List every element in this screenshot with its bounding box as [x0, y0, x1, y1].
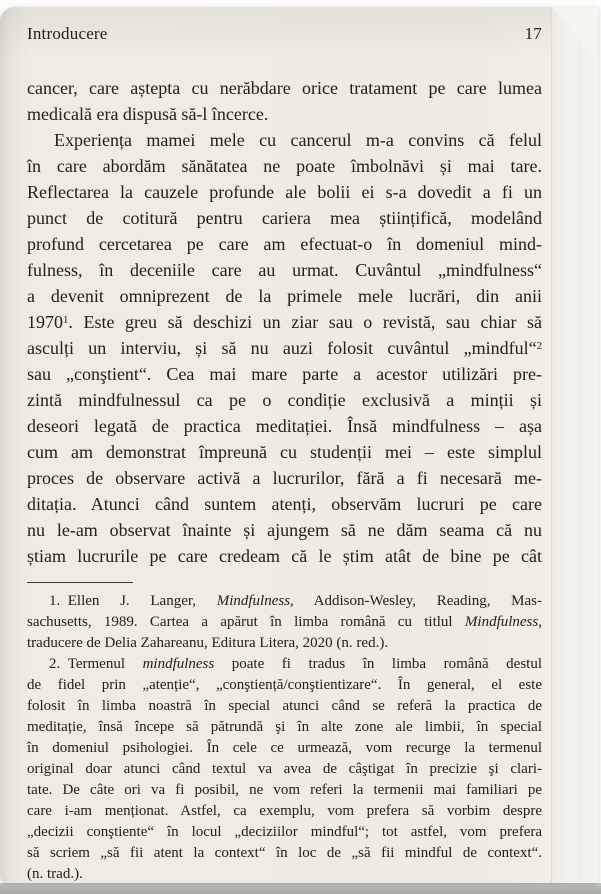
body-paragraph — [27, 75, 542, 127]
text-segment: cum am demonstrat împreună cu studenții mei – este simplul — [27, 442, 542, 462]
text-segment: , Addison-Wesley, Reading, Mas- — [290, 593, 542, 609]
footnote-separator — [27, 582, 133, 583]
text-line — [27, 759, 542, 780]
text-line — [27, 864, 542, 885]
text-segment: știam lucrurile pe care credeam că le știm atât de bine pe cât — [27, 546, 542, 566]
text-line — [27, 654, 542, 675]
text-line — [27, 491, 542, 517]
text-segment: original doar atunci când textul va avea de câştigat în precizie şi clari- — [27, 761, 542, 777]
text-segment: „decizii conştiente“ în locul „deciziilor mindful“; tot astfel, vom prefera — [27, 824, 542, 840]
text-segment: a devenit omniprezent de la primele mele lucrări, din anii — [27, 286, 542, 306]
text-segment: ditația. Atunci când suntem atenți, observăm lucruri pe care — [27, 494, 542, 514]
text-line — [27, 75, 542, 101]
text-segment: în care abordăm sănătatea ne poate îmbolnăvi și mai tare. — [27, 156, 542, 176]
text-segment: Experiența mamei mele cu cancerul m-a convins că felul — [54, 130, 542, 150]
text-line — [27, 543, 542, 569]
book-page — [0, 7, 598, 883]
text-line — [27, 591, 542, 612]
footnote-marker: 1 — [63, 314, 69, 327]
text-segment: Reflectarea la cauzele profunde ale bolii ei s-a dovedit a fi un — [27, 182, 542, 202]
text-line — [27, 780, 542, 801]
text-segment: 1970 — [27, 312, 63, 332]
footnotes — [27, 591, 542, 885]
text-segment: . Este greu să deschizi un ziar sau o revistă, sau chiar să — [68, 312, 542, 332]
text-segment: Mindfulness — [464, 614, 539, 630]
text-line — [27, 696, 542, 717]
text-segment: , — [538, 614, 542, 630]
text-line — [27, 717, 542, 738]
text-segment: (n. trad.). — [27, 866, 83, 882]
text-line — [27, 153, 542, 179]
text-segment: sachusetts, 1989. Cartea a apărut în limba română cu titlul — [27, 614, 465, 630]
text-line — [27, 413, 542, 439]
running-header — [27, 23, 542, 45]
page-fore-edge — [551, 7, 598, 883]
text-segment: nu le-am observat înainte și ajungem să ne dăm seama că nu — [27, 520, 542, 540]
text-line — [27, 465, 542, 491]
footnote — [27, 591, 542, 654]
page-number: 17 — [524, 24, 542, 43]
text-segment: fulness, în deceniile care au urmat. Cuvântul „mindfulness“ — [27, 260, 542, 280]
text-line — [27, 517, 542, 543]
text-segment: în domeniul psihologiei. În cele ce urmează, vom recurge la termenul — [27, 740, 542, 756]
text-segment: proces de observare activă a lucrurilor, fără a fi necesară me- — [27, 468, 542, 488]
body-text — [27, 75, 542, 569]
text-line — [27, 101, 542, 127]
body-paragraph — [27, 127, 542, 569]
text-line — [27, 612, 542, 633]
text-segment: tate. De câte ori va fi posibil, ne vom referi la termenii mai familiari pe — [27, 782, 542, 798]
text-line — [27, 633, 542, 654]
text-line — [27, 675, 542, 696]
footnote — [27, 654, 542, 885]
text-line — [27, 801, 542, 822]
text-segment: să scriem „să fii atent la context“ în loc de „să fii mindful de context“. — [27, 845, 542, 861]
text-line — [27, 387, 542, 413]
text-segment: punct de cotitură pentru cariera mea științifică, modelând — [27, 208, 542, 228]
text-line — [27, 309, 542, 335]
text-segment: mindfulness — [142, 656, 215, 672]
text-segment: care i-am menționat. Astfel, ca exemplu, vom prefera să vorbim despre — [27, 803, 542, 819]
text-segment: poate fi tradus în limba română destul — [214, 656, 542, 672]
text-segment: folosit în limba noastră în special atunci când se referă la practica de — [27, 698, 542, 714]
text-line — [27, 127, 542, 153]
text-line — [27, 361, 542, 387]
footnote-marker: 2 — [536, 340, 542, 353]
text-segment: meditație, însă începe să pătrundă şi în alte zone ale limbii, în special — [27, 719, 542, 735]
text-segment: 1. Ellen J. Langer, — [49, 593, 217, 609]
text-segment: medicală era dispusă să-l încerce. — [27, 104, 269, 124]
text-segment: profund cercetarea pe care am efectuat-o în domeniul mind- — [27, 234, 542, 254]
text-line — [27, 231, 542, 257]
text-line — [27, 843, 542, 864]
text-line — [27, 205, 542, 231]
text-line — [27, 283, 542, 309]
text-line — [27, 822, 542, 843]
text-line — [27, 335, 542, 361]
text-segment: 2. Termenul — [49, 656, 143, 672]
text-line — [27, 257, 542, 283]
text-line — [27, 439, 542, 465]
page-content — [27, 23, 542, 883]
text-line — [27, 179, 542, 205]
text-line — [27, 738, 542, 759]
text-segment: zintă mindfulnessul ca pe o condiție exclusivă a minții și — [27, 390, 542, 410]
text-segment: asculți un interviu, și să nu auzi folosit cuvântul „mindful“ — [27, 338, 537, 358]
text-segment: cancer, care aștepta cu nerăbdare orice tratament pe care lumea — [27, 78, 542, 98]
header-title: Introducere — [27, 24, 108, 43]
text-segment: Mindfulness — [216, 593, 291, 609]
text-segment: deseori legată de practica meditației. Însă mindfulness – așa — [27, 416, 542, 436]
text-segment: de fidel prin „atenție“, „conştiență/conştientizare“. În general, el este — [27, 677, 542, 693]
text-segment: traducere de Delia Zahareanu, Editura Litera, 2020 (n. red.). — [27, 635, 389, 651]
text-segment: sau „conştient“. Cea mai mare parte a acestor utilizări pre- — [27, 364, 542, 384]
